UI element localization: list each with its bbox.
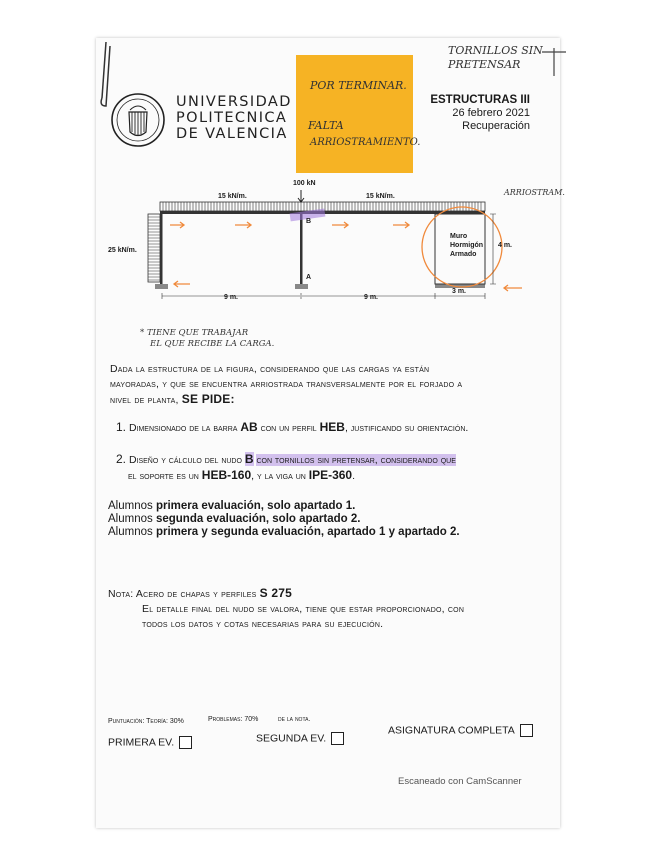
span-right-label: 3 m. (452, 288, 467, 295)
grading-of-grade: de la nota. (278, 716, 311, 723)
second-eval-label: SEGUNDA EV. (256, 732, 327, 745)
handwritten-note (140, 328, 274, 350)
note-line-2: El detalle final del nudo se valora, tiene que estar proporcionado, con (142, 603, 465, 615)
note-line-1: * TIENE QUE TRABAJAR (140, 328, 249, 338)
students-l2-b: segunda evaluación, solo apartado 2. (155, 513, 361, 525)
grading-problems: Problemas: 70% (208, 716, 259, 723)
q2-text-d: el soporte es un (128, 470, 199, 482)
first-eval-label: PRIMERA EV. (108, 736, 175, 749)
statement-line-2: mayoradas, y que se encuentra arriostrada transversalmente por el forjado a (110, 378, 463, 390)
q2-node: B (244, 452, 254, 466)
note-line-3: todos los datos y cotas necesarias para su ejecución. (142, 618, 384, 630)
statement-line-1: Dada la estructura de la figura, considerando que las cargas ya están (110, 363, 430, 375)
university-line-1: UNIVERSIDAD (176, 94, 292, 110)
q2-number: 2. (116, 452, 127, 466)
q1-profile: HEB (319, 420, 345, 434)
students-l2-a: Alumnos (108, 513, 153, 525)
span-mid-label: 9 m. (364, 294, 379, 301)
students-line-2 (108, 513, 548, 526)
exam-header (420, 94, 530, 133)
node-a-label: A (306, 274, 312, 281)
complete-box[interactable] (520, 724, 533, 737)
q2-text-c: con tornillos sin pretensar, considerando que (256, 454, 456, 466)
sticky-line-3: ARRIOSTRAMIENTO. (310, 137, 421, 148)
exam-session: Recuperación (462, 120, 530, 132)
checkbox-first-eval[interactable] (108, 736, 192, 749)
dist-load-left-label: 15 kN/m. (218, 193, 247, 200)
checkbox-complete[interactable] (388, 724, 533, 737)
note-steel-text: Acero de chapas y perfiles (135, 588, 257, 600)
note-line-1-row (108, 586, 548, 602)
students-l3-a: Alumnos (108, 526, 153, 538)
dist-load-right-label: 15 kN/m. (366, 193, 395, 200)
exam-note (108, 586, 548, 632)
q2-text-h: . (352, 470, 356, 482)
q2-beam: IPE-360 (308, 468, 353, 482)
span-left-label: 9 m. (224, 294, 239, 301)
structure-diagram (108, 180, 530, 309)
q1-text-e: , justificando su orientación. (344, 422, 469, 434)
point-load-label: 100 kN (293, 180, 316, 187)
problem-statement (110, 362, 540, 408)
students-l3-b: primera y segunda evaluación, apartado 1 y apartado 2. (155, 526, 460, 538)
wall-line-3: Armado (450, 251, 477, 258)
university-line-3: DE VALENCIA (176, 126, 288, 142)
q2-column: HEB-160 (201, 468, 252, 482)
handwritten-top-right: TORNILLOS SIN PRETENSAR (448, 44, 543, 71)
q2-text-f: , y la viga un (251, 470, 306, 482)
scanner-watermark: Escaneado con CamScanner (398, 776, 522, 787)
complete-label: ASIGNATURA COMPLETA (388, 724, 515, 737)
checkbox-second-eval[interactable] (256, 732, 344, 745)
sticky-note (296, 55, 421, 173)
node-b-label: B (306, 218, 312, 225)
sticky-line-2: FALTA (308, 119, 344, 132)
lateral-load-label: 25 kN/m. (108, 247, 137, 254)
question-2 (116, 452, 546, 484)
question-1 (116, 420, 546, 436)
course-title: ESTRUCTURAS III (430, 94, 530, 106)
grading-theory: Puntuación: Teoría: 30% (108, 718, 184, 725)
students-line-3 (108, 526, 548, 539)
handwritten-arriostram: ARRIOSTRAM. (504, 188, 565, 197)
students-l1-a: Alumnos (108, 500, 153, 512)
wall-height-label: 4 m. (498, 242, 513, 249)
students-l1-b: primera evaluación, solo apartado 1. (155, 500, 356, 512)
q1-bar: AB (240, 420, 258, 434)
steel-grade: S 275 (259, 586, 293, 600)
wall-label (450, 232, 483, 259)
university-line-2: POLITECNICA (176, 110, 288, 126)
q1-number: 1. (116, 420, 127, 434)
exam-date: 26 febrero 2021 (452, 107, 530, 119)
sticky-line-1: POR TERMINAR. (310, 79, 407, 92)
handwritten-mark (540, 42, 570, 82)
statement-line-3a: nivel de planta, (110, 394, 179, 406)
statement-line-3 (110, 392, 540, 408)
q1-text-c: con un perfil (260, 422, 317, 434)
wall-line-2: Hormigón (450, 242, 484, 249)
se-pide: SE PIDE: (181, 392, 235, 406)
note-label: Nota: (108, 588, 134, 600)
second-eval-box[interactable] (331, 732, 344, 745)
university-logo (96, 40, 176, 152)
wall-line-1: Muro (450, 233, 468, 240)
note-line-2: EL QUE RECIBE LA CARGA. (150, 339, 275, 349)
q2-text-a: Diseño y cálculo del nudo (128, 454, 242, 466)
first-eval-box[interactable] (179, 736, 192, 749)
student-instructions (108, 500, 548, 539)
university-name (176, 94, 292, 142)
q1-text-a: Dimensionado de la barra (128, 422, 238, 434)
students-line-1 (108, 500, 548, 513)
